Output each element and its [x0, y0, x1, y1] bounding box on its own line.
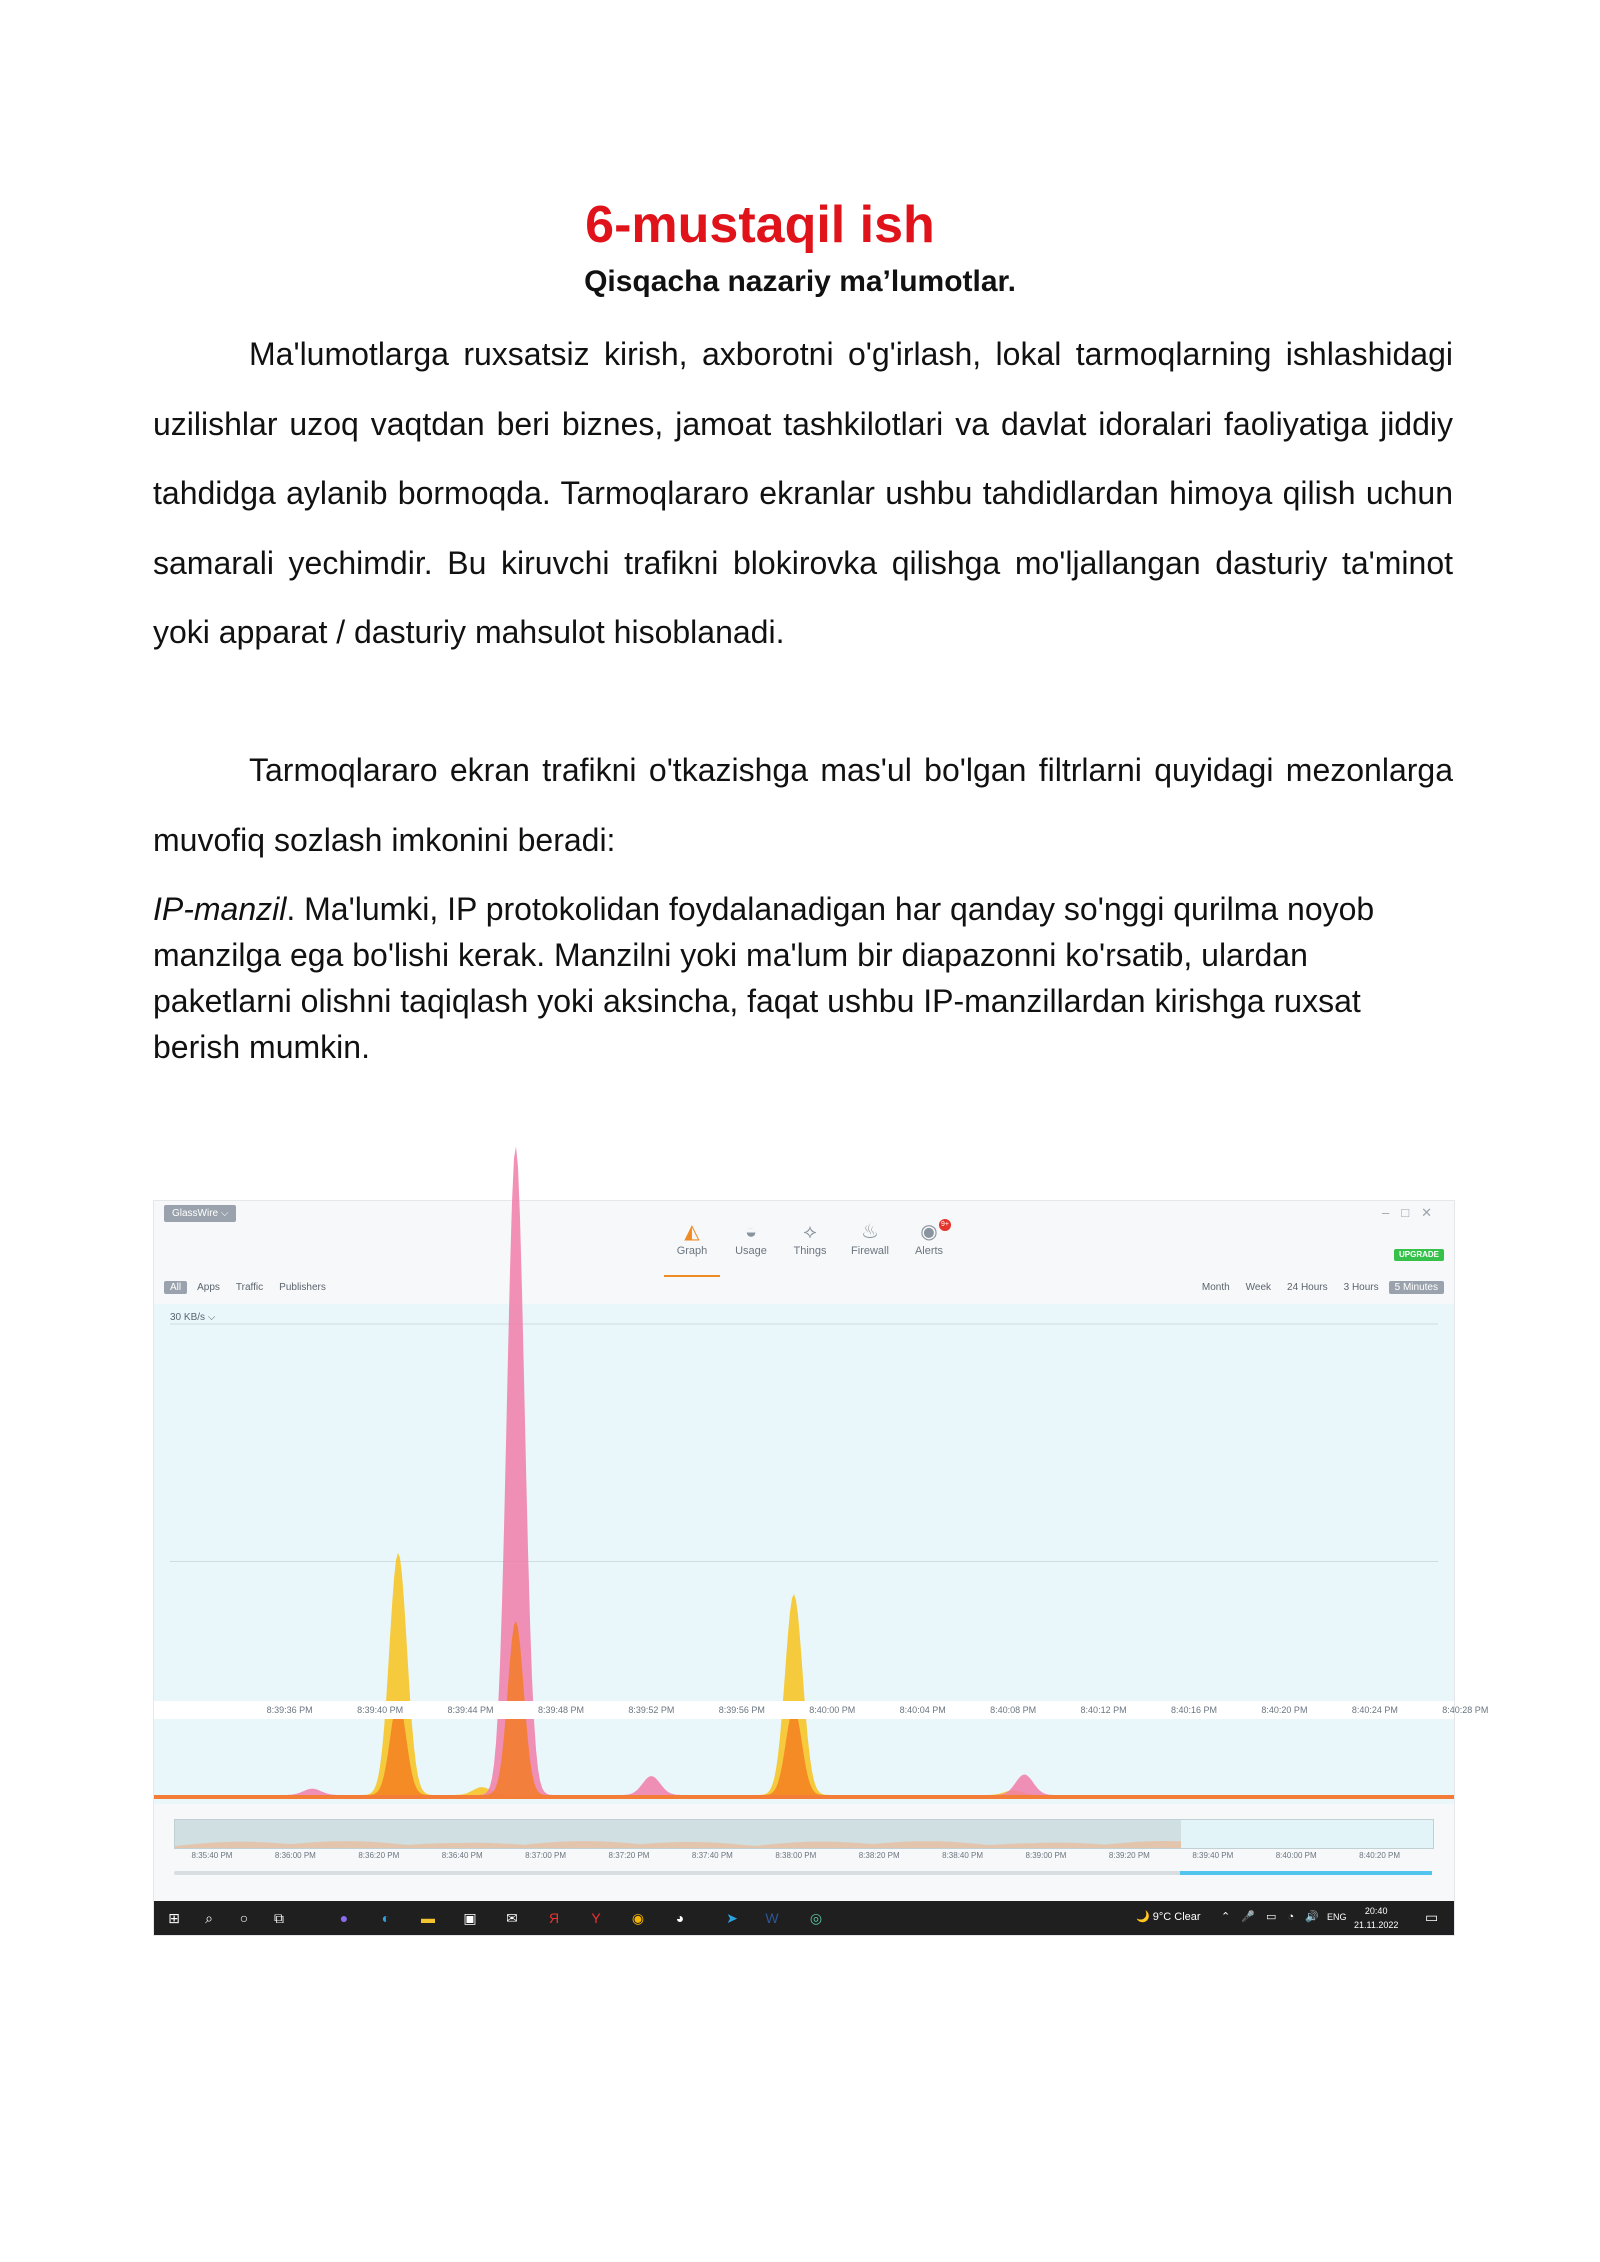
yandex-browser-icon[interactable]: Y: [591, 1910, 601, 1926]
paragraph-3-term: IP-manzil: [153, 891, 287, 927]
tab-usage-label: Usage: [735, 1245, 767, 1257]
language-indicator[interactable]: ENG: [1327, 1912, 1347, 1922]
upgrade-button[interactable]: UPGRADE: [1394, 1249, 1444, 1261]
windows-taskbar: [154, 1901, 1454, 1935]
tab-alerts[interactable]: [901, 1219, 957, 1257]
clock-app-icon[interactable]: ◕: [675, 1910, 685, 1926]
clock-date: 21.11.2022: [1354, 1920, 1399, 1930]
traffic-chart: [154, 1304, 1454, 1804]
timeline-tick: 8:37:40 PM: [691, 1851, 733, 1860]
chrome-icon[interactable]: ◉: [631, 1910, 645, 1926]
timeline-axis: [174, 1849, 1432, 1863]
timeline-tick: 8:38:20 PM: [858, 1851, 900, 1860]
window-controls[interactable]: –□✕: [1382, 1205, 1444, 1220]
word-icon[interactable]: W: [765, 1910, 779, 1926]
time-tick: 8:39:52 PM: [628, 1705, 675, 1715]
usage-icon: ◒: [744, 1221, 758, 1243]
file-explorer-icon[interactable]: ▬: [421, 1910, 435, 1926]
page-title: 6-mustaqil ish: [585, 196, 935, 254]
cortana-icon[interactable]: ○: [239, 1910, 249, 1926]
time-tick: 8:40:28 PM: [1442, 1705, 1489, 1715]
firewall-icon: ♨: [861, 1221, 879, 1243]
timeline-tick: 8:38:40 PM: [942, 1851, 984, 1860]
filter-publishers[interactable]: Publishers: [279, 1282, 326, 1293]
timeline-tick: 8:36:20 PM: [358, 1851, 400, 1860]
page-subtitle: Qisqacha nazariy ma’lumotlar.: [584, 265, 1016, 298]
store-icon[interactable]: ▣: [463, 1910, 477, 1926]
graph-icon: ◭: [684, 1221, 700, 1243]
alert-count-badge: 9+: [939, 1219, 951, 1231]
timeline-scrollbar[interactable]: [174, 1871, 1432, 1875]
time-tick: 8:40:08 PM: [990, 1705, 1037, 1715]
range-3-hours[interactable]: 3 Hours: [1343, 1282, 1379, 1293]
paragraph-1-text: Ma'lumotlarga ruxsatsiz kirish, axborotni o'g'irlash, lokal tarmoqlarning ishlashidagi uzilishlar uzoq vaqtdan beri biznes, jamoat tashkilotlari va davlat idoralari faoliyatiga jiddiy tahdidga aylanib bormoqda. Tarmoqlararo ekranlar ushbu tahdidlardan himoya qilish uchun samarali yechimdir. Bu kiruvchi trafikni blokirovka qilishga mo'ljallangan dasturiy ta'minot yoki apparat / dasturiy mahsulot hisoblanadi.: [153, 336, 1453, 650]
timeline-tick: 8:39:20 PM: [1108, 1851, 1150, 1860]
mail-icon[interactable]: ✉: [506, 1910, 518, 1926]
paragraph-3-text: . Ma'lumki, IP protokolidan foydalanadigan har qanday so'nggi qurilma noyob manzilga ega bo'lishi kerak. Manzilni yoki ma'lum bir diapazonni ko'rsatib, ulardan paketlarni olishni taqiqlash yoki aksincha, faqat ushbu IP-manzillardan kirishga ruxsat berish mumkin.: [153, 891, 1375, 1065]
glasswire-screenshot: [153, 1200, 1489, 1936]
weather-widget[interactable]: 🌙 9°C Clear: [1136, 1911, 1201, 1923]
timeline-tick: 8:35:40 PM: [191, 1851, 233, 1860]
time-tick: 8:40:20 PM: [1261, 1705, 1308, 1715]
tab-firewall-label: Firewall: [851, 1245, 889, 1257]
timeline-tick: 8:36:00 PM: [274, 1851, 316, 1860]
telegram-icon[interactable]: ➤: [726, 1910, 738, 1926]
clock-time: 20:40: [1364, 1906, 1388, 1916]
paragraph-1: [153, 320, 1453, 668]
system-tray[interactable]: ⌃ 🎤 ▭ ◔ 🔊: [1221, 1911, 1323, 1923]
timeline-tick: 8:36:40 PM: [441, 1851, 483, 1860]
alice-icon[interactable]: ●: [339, 1910, 349, 1926]
time-tick: 8:40:04 PM: [899, 1705, 946, 1715]
range-week[interactable]: Week: [1245, 1282, 1272, 1293]
timeline-tick: 8:39:40 PM: [1192, 1851, 1234, 1860]
timeline-tick: 8:40:20 PM: [1359, 1851, 1401, 1860]
start-icon[interactable]: ⊞: [168, 1910, 180, 1926]
alerts-icon: ◉: [920, 1221, 938, 1243]
timeline-overview[interactable]: [174, 1819, 1434, 1849]
app-menu-button[interactable]: GlassWire ⌵: [164, 1205, 236, 1222]
time-range-bar: [1192, 1281, 1444, 1294]
things-icon: ⟡: [803, 1221, 817, 1243]
scale-selector[interactable]: 30 KB/s ⌵: [170, 1312, 216, 1323]
traffic-graph: [154, 1304, 1454, 1804]
tab-usage[interactable]: [723, 1219, 779, 1257]
timeline-tick: 8:37:20 PM: [608, 1851, 650, 1860]
search-icon[interactable]: ⌕: [205, 1910, 213, 1926]
tab-things[interactable]: [782, 1219, 838, 1257]
filter-traffic[interactable]: Traffic: [235, 1282, 264, 1293]
time-tick: 8:40:24 PM: [1351, 1705, 1398, 1715]
range-month[interactable]: Month: [1201, 1282, 1230, 1293]
tab-alerts-label: Alerts: [914, 1245, 944, 1257]
time-tick: 8:40:12 PM: [1080, 1705, 1127, 1715]
timeline-tick: 8:39:00 PM: [1025, 1851, 1067, 1860]
paragraph-2-text: Tarmoqlararo ekran trafikni o'tkazishga mas'ul bo'lgan filtrlarni quyidagi mezonlarga muvofiq sozlash imkonini beradi:: [153, 752, 1453, 858]
timeline-scroll-thumb[interactable]: [1180, 1871, 1432, 1875]
timeline-tick: 8:40:00 PM: [1275, 1851, 1317, 1860]
range-5-minutes[interactable]: 5 Minutes: [1389, 1281, 1444, 1294]
time-tick: 8:40:00 PM: [809, 1705, 856, 1715]
time-tick: 8:39:48 PM: [537, 1705, 584, 1715]
filter-bar: [164, 1281, 336, 1294]
paragraph-2: [153, 736, 1453, 875]
timeline-tick: 8:37:00 PM: [525, 1851, 567, 1860]
time-tick: 8:39:44 PM: [447, 1705, 494, 1715]
tab-things-label: Things: [793, 1245, 827, 1257]
time-tick: 8:39:36 PM: [266, 1705, 313, 1715]
edge-icon[interactable]: ◐: [381, 1910, 391, 1926]
yandex-icon[interactable]: Я: [548, 1910, 560, 1926]
timeline-selection[interactable]: [1181, 1820, 1433, 1848]
tab-graph-label: Graph: [676, 1245, 708, 1257]
range-24-hours[interactable]: 24 Hours: [1287, 1282, 1328, 1293]
taskbar-clock[interactable]: [1354, 1904, 1398, 1932]
task-view-icon[interactable]: ⧉: [274, 1910, 284, 1926]
time-tick: 8:39:56 PM: [718, 1705, 765, 1715]
timeline-tick: 8:38:00 PM: [775, 1851, 817, 1860]
tab-graph[interactable]: [664, 1219, 720, 1277]
filter-apps[interactable]: Apps: [197, 1282, 220, 1293]
filter-all[interactable]: All: [164, 1281, 187, 1294]
tab-firewall[interactable]: [842, 1219, 898, 1257]
glasswire-icon[interactable]: ◎: [809, 1910, 823, 1926]
time-tick: 8:40:16 PM: [1170, 1705, 1218, 1715]
time-tick: 8:39:40 PM: [357, 1705, 404, 1715]
time-axis: [154, 1701, 1489, 1719]
paragraph-3: [153, 886, 1453, 1070]
notification-icon[interactable]: ▭: [1425, 1909, 1439, 1925]
